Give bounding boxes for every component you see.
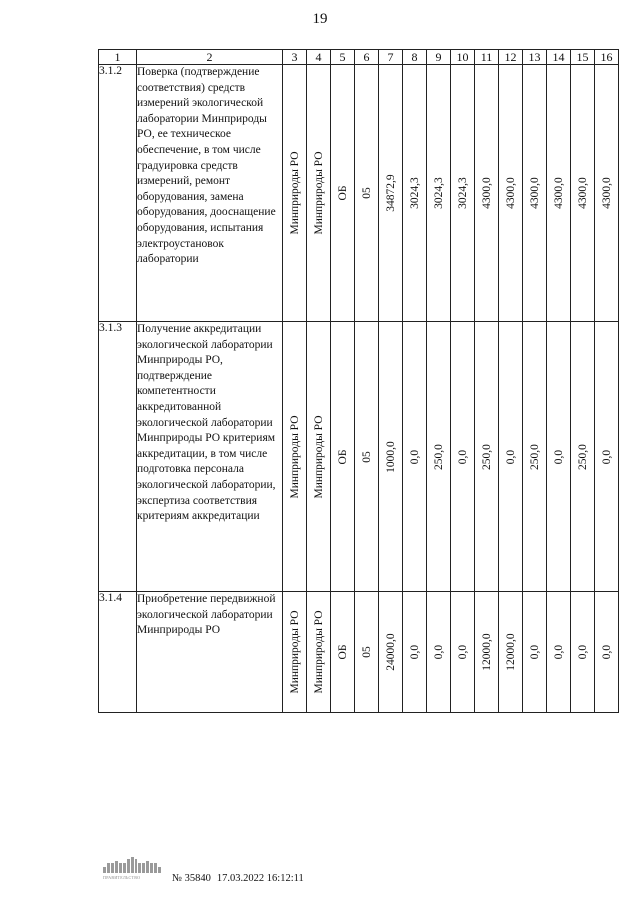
value-cell — [283, 65, 307, 322]
value-text: Минприроды РО — [312, 151, 325, 235]
header-cell: 6 — [355, 50, 379, 65]
value-text: 1000,0 — [384, 440, 397, 473]
value-cell — [571, 592, 595, 713]
value-text: 0,0 — [576, 644, 589, 660]
stamp-caption: ПРАВИТЕЛЬСТВО — [103, 875, 141, 880]
page-number: 19 — [312, 11, 328, 27]
header-cell: 11 — [475, 50, 499, 65]
value-text: 250,0 — [576, 443, 589, 470]
value-text: Минприроды РО — [288, 151, 301, 235]
value-cell — [355, 592, 379, 713]
value-text: 4300,0 — [480, 177, 493, 209]
header-cell: 16 — [595, 50, 619, 65]
header-cell: 10 — [451, 50, 475, 65]
value-cell — [475, 65, 499, 322]
header-cell: 13 — [523, 50, 547, 65]
value-text: 4300,0 — [576, 177, 589, 209]
value-text: 250,0 — [480, 443, 493, 470]
value-text: 05 — [360, 450, 373, 463]
value-cell — [427, 65, 451, 322]
value-text: Минприроды РО — [312, 610, 325, 694]
value-text: 0,0 — [408, 644, 421, 660]
value-text: Минприроды РО — [288, 414, 301, 499]
value-text: 4300,0 — [600, 177, 613, 209]
value-cell — [571, 322, 595, 592]
value-text: 0,0 — [600, 644, 613, 660]
value-cell — [379, 322, 403, 592]
header-row — [99, 50, 619, 65]
value-text: 0,0 — [408, 449, 421, 464]
row-name: Поверка (подтверждение соответствия) средств измерений экологической лаборатории Минприроды РО, ее техническое обеспечение, в том числе градуировка средств измерений, ремонт оборудования, замена оборудования, дооснащение оборудования, испытания электроустановок лаборатории — [137, 65, 283, 322]
value-text: 3024,3 — [432, 177, 445, 209]
value-text: 05 — [360, 646, 373, 658]
value-text: 0,0 — [552, 644, 565, 660]
value-cell — [523, 65, 547, 322]
value-text: 250,0 — [432, 443, 445, 470]
value-cell — [331, 65, 355, 322]
value-text: 4300,0 — [528, 177, 541, 209]
value-cell — [331, 322, 355, 592]
value-text: 3024,3 — [408, 177, 421, 209]
value-cell — [547, 65, 571, 322]
value-cell — [403, 592, 427, 713]
value-text: 0,0 — [504, 449, 517, 464]
header-cell: 9 — [427, 50, 451, 65]
row-code: 3.1.2 — [99, 65, 137, 322]
building-stamp-icon — [103, 857, 161, 873]
value-cell — [475, 592, 499, 713]
value-text: 4300,0 — [552, 177, 565, 209]
value-text: 3024,3 — [456, 177, 469, 209]
document-date: 17.03.2022 16:12:11 — [216, 873, 304, 884]
row-code: 3.1.3 — [99, 322, 137, 592]
value-cell — [571, 65, 595, 322]
value-cell — [595, 592, 619, 713]
value-text: 05 — [360, 187, 373, 199]
row-code: 3.1.4 — [99, 592, 137, 713]
value-cell — [355, 322, 379, 592]
value-text: 0,0 — [552, 449, 565, 464]
header-cell: 5 — [331, 50, 355, 65]
row-name: Приобретение передвижной экологической лаборатории Минприроды РО — [137, 592, 283, 713]
value-cell — [307, 65, 331, 322]
value-cell — [283, 322, 307, 592]
document-registration — [172, 873, 310, 884]
value-cell — [427, 592, 451, 713]
value-text: 0,0 — [456, 449, 469, 464]
value-cell — [307, 592, 331, 713]
registration-stamp — [103, 857, 161, 880]
value-cell — [499, 322, 523, 592]
value-text: 34872,9 — [384, 174, 397, 212]
value-cell — [307, 322, 331, 592]
value-cell — [547, 322, 571, 592]
value-text: Минприроды РО — [288, 610, 301, 694]
value-text: ОБ — [336, 185, 349, 201]
value-cell — [595, 322, 619, 592]
value-text: 0,0 — [600, 449, 613, 464]
value-cell — [523, 322, 547, 592]
header-cell: 3 — [283, 50, 307, 65]
value-cell — [427, 322, 451, 592]
value-cell — [523, 592, 547, 713]
value-text: 250,0 — [528, 443, 541, 470]
header-cell: 4 — [307, 50, 331, 65]
value-cell — [451, 592, 475, 713]
value-cell — [595, 65, 619, 322]
header-cell: 12 — [499, 50, 523, 65]
header-cell: 8 — [403, 50, 427, 65]
value-cell — [451, 322, 475, 592]
value-cell — [547, 592, 571, 713]
value-text: 4300,0 — [504, 177, 517, 209]
value-cell — [403, 322, 427, 592]
value-cell — [355, 65, 379, 322]
table-row — [99, 65, 619, 322]
value-cell — [499, 65, 523, 322]
value-text: ОБ — [336, 449, 349, 464]
value-cell — [451, 65, 475, 322]
header-cell: 1 — [99, 50, 137, 65]
row-name: Получение аккредитации экологической лаборатории Минприроды РО, подтверждение компетентности аккредитованной экологической лаборатории Минприроды РО критериям аккредитации, в том числе подготовка персонала экологической лаборатории, экспертиза соответствия критериям аккредитации — [137, 322, 283, 592]
value-text: 0,0 — [528, 644, 541, 660]
value-text: 24000,0 — [384, 633, 397, 671]
value-cell — [331, 592, 355, 713]
value-cell — [475, 322, 499, 592]
value-cell — [379, 65, 403, 322]
header-cell: 15 — [571, 50, 595, 65]
value-text: 0,0 — [432, 644, 445, 660]
header-cell: 2 — [137, 50, 283, 65]
document-number: № 35840 — [172, 873, 211, 884]
budget-table — [98, 49, 619, 713]
value-text: 12000,0 — [480, 633, 493, 671]
value-cell — [379, 592, 403, 713]
value-text: 12000,0 — [504, 633, 517, 671]
value-cell — [403, 65, 427, 322]
header-cell: 7 — [379, 50, 403, 65]
table-row — [99, 592, 619, 713]
value-text: ОБ — [336, 644, 349, 660]
table-row — [99, 322, 619, 592]
value-text: Минприроды РО — [312, 414, 325, 499]
header-cell: 14 — [547, 50, 571, 65]
value-text: 0,0 — [456, 644, 469, 660]
value-cell — [283, 592, 307, 713]
value-cell — [499, 592, 523, 713]
